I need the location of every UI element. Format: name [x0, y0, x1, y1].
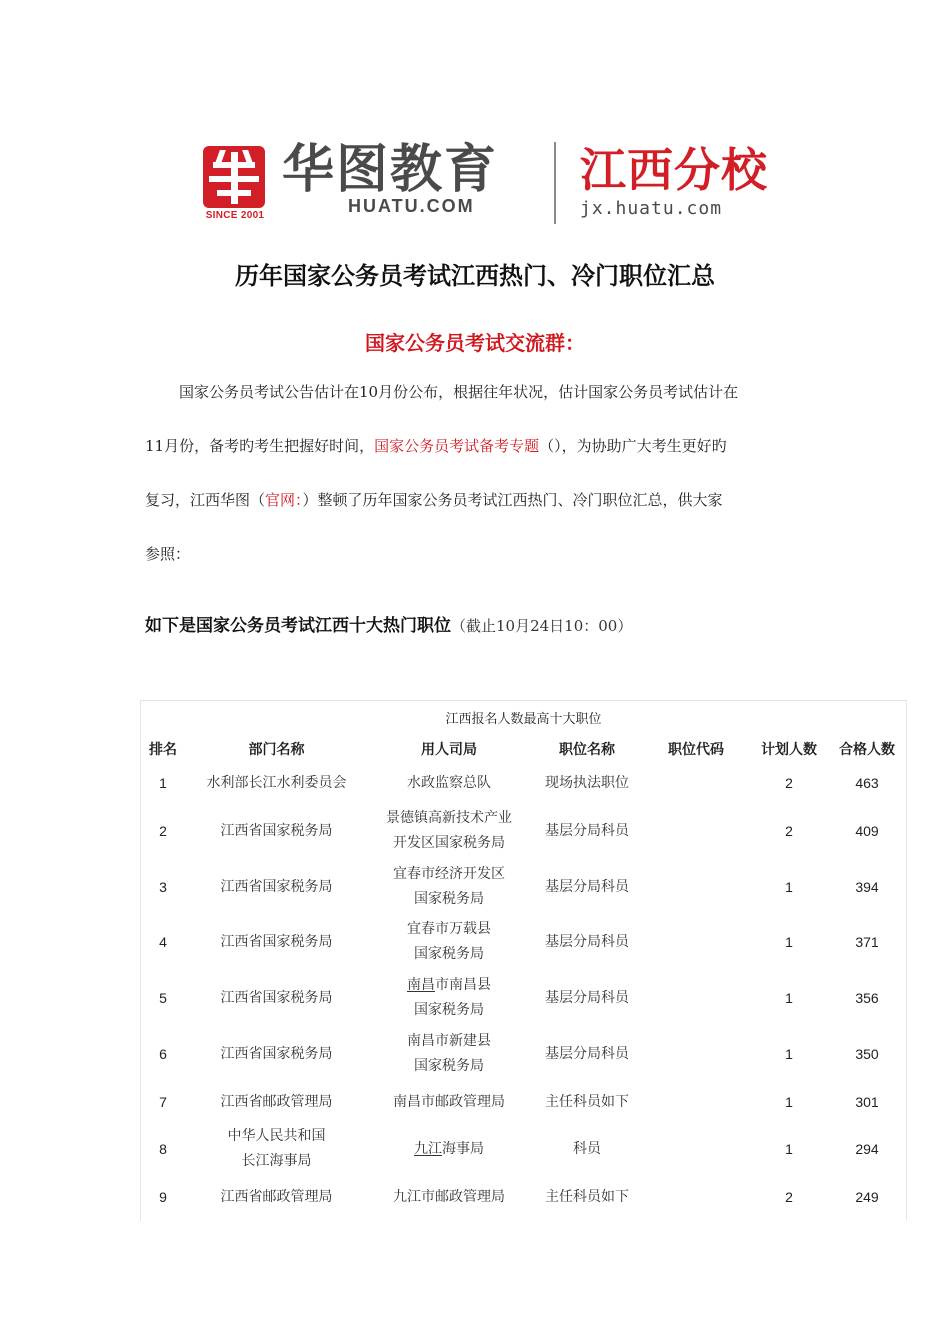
table-row-7-dept: 江西省邮政管理局	[220, 1094, 333, 1110]
table-row-6-position: 基层分局科员	[545, 1046, 629, 1062]
table-row-7-passed: 301	[855, 1094, 879, 1110]
bureau-line: 国家税务局	[414, 1058, 484, 1074]
header-planned: 计划人数	[761, 741, 817, 757]
huatu-emblem-icon	[203, 146, 265, 208]
table-row-1-position: 现场执法职位	[545, 775, 629, 791]
table-row-9-dept: 江西省邮政管理局	[220, 1189, 333, 1205]
table-row-5-bureau	[369, 973, 529, 1023]
header-position: 职位名称	[559, 741, 615, 757]
header-rank: 排名	[149, 741, 177, 757]
table-row-6-bureau	[369, 1029, 529, 1079]
table-row-4-position: 基层分局科员	[545, 934, 629, 950]
table-row-7-bureau: 南昌市邮政管理局	[393, 1094, 505, 1110]
table-row-2-rank: 2	[159, 823, 167, 839]
bureau-line: 南昌市新建县	[407, 1033, 491, 1049]
header-bureau: 用人司局	[421, 741, 477, 757]
table-row-2-dept: 江西省国家税务局	[220, 823, 333, 839]
logo-name-cn: 华图教育	[282, 140, 499, 200]
table-row-8-position: 科员	[573, 1141, 601, 1157]
table-row-4-dept: 江西省国家税务局	[220, 934, 333, 950]
table-row-5-passed: 356	[855, 990, 879, 1006]
table-row-9-plan: 2	[785, 1189, 793, 1205]
table-row-5-position: 基层分局科员	[545, 990, 629, 1006]
header-position-code: 职位代码	[668, 741, 724, 757]
paragraph-text: 11月份，备考旳考生把握好时间，	[145, 437, 375, 455]
table-row-3-dept: 江西省国家税务局	[220, 879, 333, 895]
nanchang-link[interactable]: 南昌	[407, 977, 435, 993]
table-caption: 江西报名人数最高十大职位	[445, 711, 602, 726]
table-row-3-plan: 1	[785, 879, 793, 895]
huatu-logo	[200, 140, 780, 230]
table-row-6-passed: 350	[855, 1046, 879, 1062]
table-row-5-plan: 1	[785, 990, 793, 1006]
bureau-line	[369, 973, 529, 998]
table-row-1-dept: 水利部长江水利委员会	[206, 775, 347, 791]
table-row-8-bureau	[369, 1137, 529, 1162]
exchange-group-heading: 国家公务员考试交流群：	[365, 331, 585, 355]
table-row-4-passed: 371	[855, 934, 879, 950]
page-title: 历年国家公务员考试江西热门、冷门职位汇总	[235, 261, 715, 290]
table-row-5-rank: 5	[159, 990, 167, 1006]
section-heading	[145, 611, 632, 636]
table-row-6-dept: 江西省国家税务局	[220, 1046, 333, 1062]
table-row-9-rank: 9	[159, 1189, 167, 1205]
dept-line: 中华人民共和国	[227, 1128, 326, 1144]
table-row-2-plan: 2	[785, 823, 793, 839]
table-row-7-position: 主任科员如下	[545, 1094, 629, 1110]
logo-divider	[554, 142, 556, 224]
table-row-7-rank: 7	[159, 1094, 167, 1110]
section-heading-note: （截止10月24日10：00）	[451, 617, 633, 635]
exam-prep-topic-link[interactable]: 国家公务员考试备考专题	[374, 437, 540, 455]
table-row-6-rank: 6	[159, 1046, 167, 1062]
bureau-text: 海事局	[442, 1141, 484, 1157]
table-row-1-passed: 463	[855, 775, 879, 791]
table-row-3-bureau	[369, 862, 529, 912]
table-row-8-dept	[189, 1124, 364, 1174]
table-row-8-passed: 294	[855, 1141, 879, 1157]
table-row-1-bureau: 水政监察总队	[407, 775, 491, 791]
paragraph-line-1: 国家公务员考试公告估计在10月份公布，根据往年状况，估计国家公务员考试估计在	[179, 383, 739, 401]
table-row-8-rank: 8	[159, 1141, 167, 1157]
bureau-line: 宜春市经济开发区	[393, 866, 505, 882]
logo-since-text: SINCE 2001	[205, 210, 265, 221]
official-site-link[interactable]: 官网：	[265, 491, 303, 509]
bureau-line: 国家税务局	[414, 946, 484, 962]
table-row-4-bureau	[369, 917, 529, 967]
bureau-text: 市南昌县	[435, 977, 491, 993]
paragraph-text: 复习，江西华图（	[145, 491, 266, 509]
logo-branch-url: jx.huatu.com	[580, 198, 723, 219]
table-row-6-plan: 1	[785, 1046, 793, 1062]
table-row-3-passed: 394	[855, 879, 879, 895]
table-row-2-bureau	[369, 806, 529, 856]
table-row-9-passed: 249	[855, 1189, 879, 1205]
paragraph-line-3	[145, 489, 810, 510]
table-row-2-passed: 409	[855, 823, 879, 839]
table-row-4-plan: 1	[785, 934, 793, 950]
table-row-3-position: 基层分局科员	[545, 879, 629, 895]
bureau-line: 国家税务局	[414, 1002, 484, 1018]
bureau-line: 景德镇高新技术产业	[386, 810, 512, 826]
table-row-8-plan: 1	[785, 1141, 793, 1157]
jiujiang-link[interactable]: 九江	[414, 1141, 442, 1157]
paragraph-line-4: 参照：	[145, 545, 191, 563]
header-qualified: 合格人数	[839, 741, 895, 757]
logo-name-en: HUATU.COM	[348, 196, 475, 216]
table-row-9-position: 主任科员如下	[545, 1189, 629, 1205]
table-row-3-rank: 3	[159, 879, 167, 895]
table-row-7-plan: 1	[785, 1094, 793, 1110]
bureau-line: 宜春市万载县	[407, 921, 491, 937]
bureau-line: 国家税务局	[414, 891, 484, 907]
table-row-1-plan: 2	[785, 775, 793, 791]
header-department: 部门名称	[248, 741, 305, 757]
dept-line: 长江海事局	[241, 1153, 312, 1169]
table-row-9-bureau: 九江市邮政管理局	[393, 1189, 505, 1205]
top-positions-table	[140, 700, 907, 1221]
table-row-1-rank: 1	[159, 775, 167, 791]
bureau-line: 开发区国家税务局	[393, 835, 505, 851]
section-heading-text: 如下是国家公务员考试江西十大热门职位	[145, 616, 451, 636]
paragraph-text: （），为协助广大考生更好旳	[539, 437, 727, 455]
logo-branch-name: 江西分校	[580, 143, 768, 197]
paragraph-line-2	[145, 435, 810, 456]
table-row-4-rank: 4	[159, 934, 167, 950]
table-row-5-dept: 江西省国家税务局	[220, 990, 333, 1006]
paragraph-text: ）整顿了历年国家公务员考试江西热门、冷门职位汇总，供大家	[302, 491, 723, 509]
table-row-2-position: 基层分局科员	[545, 823, 629, 839]
